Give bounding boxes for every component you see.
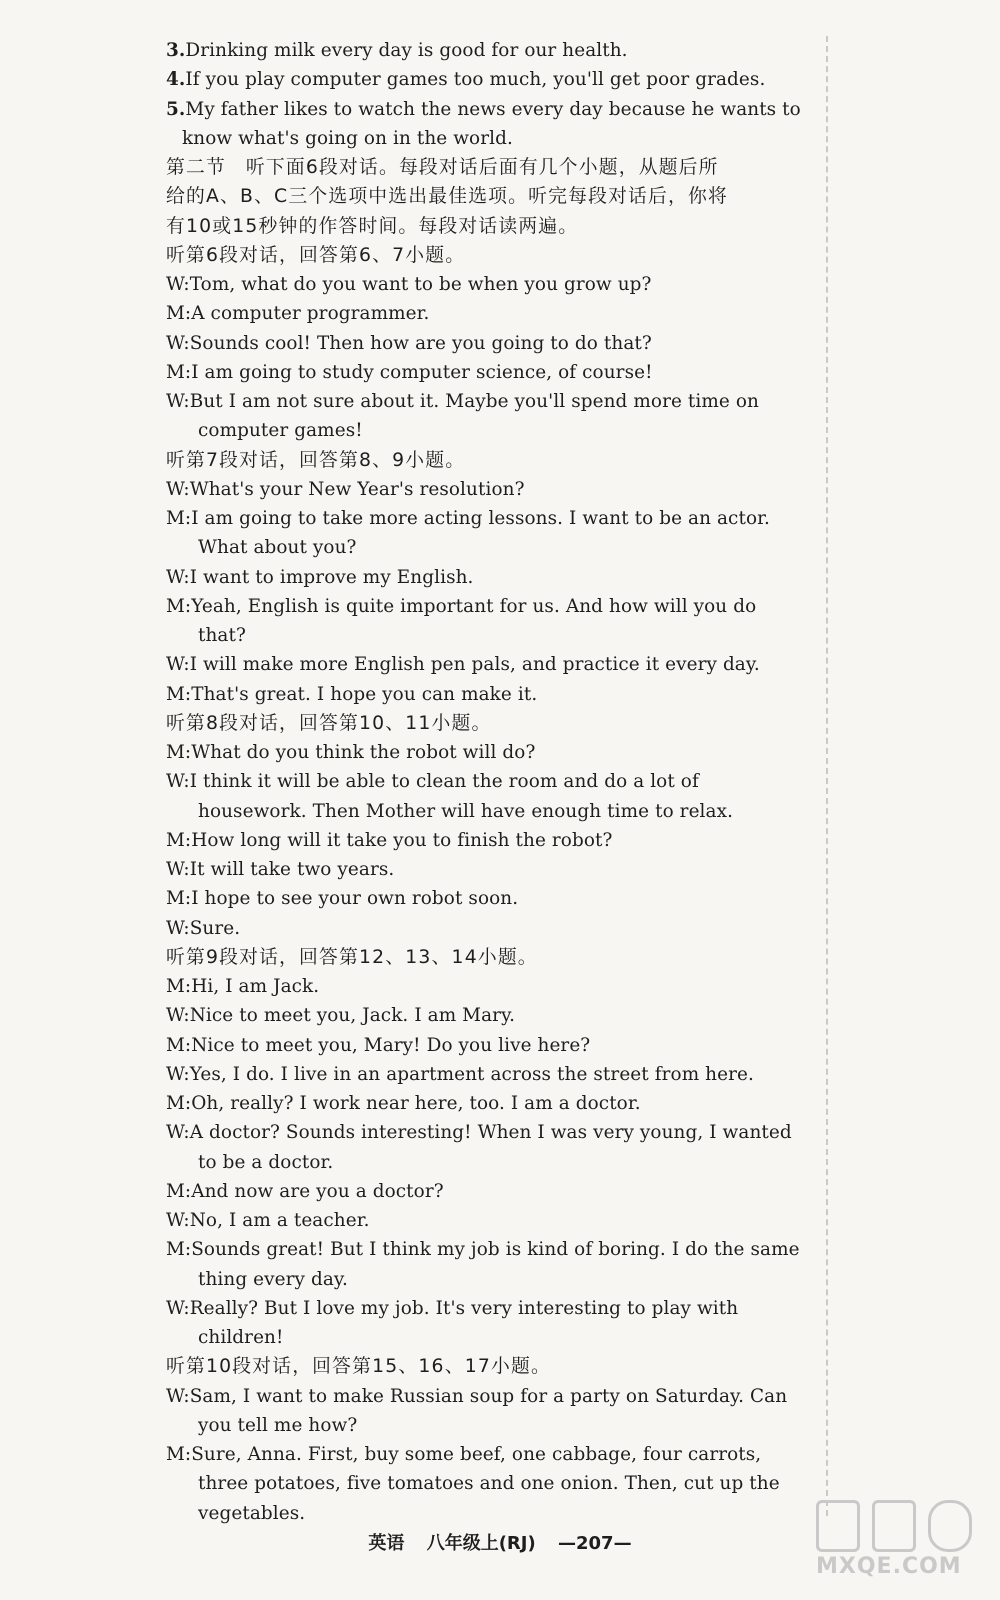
dialogue-block <box>166 241 798 446</box>
speaker-label: M: <box>166 508 192 529</box>
dialogue-line <box>166 914 798 943</box>
utterance-text: I will make more English pen pals, and practice it every day. <box>189 654 760 676</box>
speaker-label: W: <box>166 1385 190 1407</box>
footer-grade: 八年级上(RJ) <box>426 1533 536 1554</box>
utterance-text: That's great. I hope you can make it. <box>191 683 538 705</box>
dialogue-line <box>166 1177 798 1206</box>
footer-subject: 英语 <box>368 1533 405 1554</box>
speaker-label: M: <box>166 683 192 705</box>
sentence-number: 5. <box>166 98 186 120</box>
sentence-block <box>166 36 801 153</box>
speaker-label: W: <box>166 771 190 793</box>
utterance-text: I am going to take more acting lessons. I want to be an actor. <box>191 508 770 529</box>
utterance-text: Yeah, English is quite important for us. And how will you do <box>191 595 757 617</box>
dialogue-line <box>166 1235 798 1264</box>
section-heading-line: 第二节 听下面6段对话。每段对话后面有几个小题，从题后所 <box>166 157 719 178</box>
dialogue-continuation <box>166 533 798 562</box>
dialogue-line <box>166 563 798 592</box>
dialogue-line <box>166 358 798 387</box>
dialogue-line <box>166 1089 798 1118</box>
dialogue-line <box>166 270 798 299</box>
utterance-text: Sam, I want to make Russian soup for a party on Saturday. Can <box>189 1385 788 1407</box>
dialogue-continuation <box>166 1265 798 1294</box>
dialogue-line <box>166 1294 798 1323</box>
dialogue-continuation <box>166 1148 798 1177</box>
utterance-text: I am going to study computer science, of course! <box>191 361 653 383</box>
dialogue-heading: 听第9段对话，回答第12、13、14小题。 <box>166 946 538 968</box>
speaker-label: M: <box>166 976 192 997</box>
dialogue-heading: 听第7段对话，回答第8、9小题。 <box>166 449 466 471</box>
speaker-label: M: <box>166 1034 192 1056</box>
speaker-label: W: <box>166 1297 190 1319</box>
dialogue-block <box>166 446 798 709</box>
dialogue-line <box>166 1118 798 1147</box>
dialogue-line <box>166 504 798 533</box>
page-edge-shadow <box>826 36 842 1516</box>
dialogue-block <box>166 709 798 943</box>
utterance-text: children! <box>198 1327 284 1348</box>
utterance-text: Hi, I am Jack. <box>191 976 320 997</box>
utterance-text: you tell me how? <box>198 1414 358 1436</box>
dialogue-heading: 听第10段对话，回答第15、16、17小题。 <box>166 1356 551 1378</box>
sentence-continuation: know what's going on in the world. <box>182 127 513 149</box>
dialogue-continuation <box>166 416 798 445</box>
dialogue-line <box>166 1031 798 1060</box>
speaker-label: W: <box>166 274 190 295</box>
dialogue-line <box>166 475 798 504</box>
speaker-label: W: <box>166 1210 190 1231</box>
utterance-text: A doctor? Sounds interesting! When I was very young, I wanted <box>189 1122 792 1144</box>
dialogue-line <box>166 1382 798 1411</box>
speaker-label: W: <box>166 1122 190 1144</box>
dialogue-continuation <box>166 621 798 650</box>
utterance-text: Nice to meet you, Jack. I am Mary. <box>189 1005 516 1027</box>
sentence-line <box>166 65 798 94</box>
watermark-box-icon <box>816 1500 860 1552</box>
dialogue-block <box>166 1352 798 1528</box>
speaker-label: M: <box>166 1093 192 1114</box>
utterance-text: thing every day. <box>198 1268 348 1290</box>
utterance-text: How long will it take you to finish the robot? <box>191 829 613 851</box>
dialogue-heading: 听第8段对话，回答第10、11小题。 <box>166 712 492 734</box>
dialogue-continuation <box>166 1411 798 1440</box>
section-heading-line: 有10或15秒钟的作答时间。每段对话读两遍。 <box>166 215 579 237</box>
utterance-text: Sure. <box>189 917 241 939</box>
speaker-label: M: <box>166 742 192 763</box>
utterance-text: Sounds great! But I think my job is kind of boring. I do the same <box>191 1239 800 1261</box>
utterance-text: Tom, what do you want to be when you grow up? <box>189 274 652 295</box>
utterance-text: It will take two years. <box>189 859 395 880</box>
dialogue-line <box>166 855 798 884</box>
document-body <box>166 36 801 1528</box>
dialogue-continuation <box>166 1323 798 1352</box>
utterance-text: Sounds cool! Then how are you going to do that? <box>189 332 652 354</box>
speaker-label: M: <box>166 303 192 325</box>
watermark-logo <box>808 1500 988 1592</box>
dialogue-line <box>166 738 798 767</box>
utterance-text: What's your New Year's resolution? <box>189 478 525 500</box>
dialogue-line <box>166 826 798 855</box>
sentence-number: 3. <box>166 40 186 61</box>
utterance-text: I hope to see your own robot soon. <box>191 888 519 910</box>
dialogue-heading: 听第6段对话，回答第6、7小题。 <box>166 244 466 266</box>
sentence-text: Drinking milk every day is good for our health. <box>185 40 628 61</box>
speaker-label: M: <box>166 361 192 383</box>
sentence-text: If you play computer games too much, you'll get poor grades. <box>185 69 766 91</box>
dialogue-list <box>166 241 798 1528</box>
dialogue-line <box>166 1440 798 1469</box>
speaker-label: M: <box>166 1180 192 1202</box>
dialogue-continuation <box>166 1499 798 1528</box>
speaker-label: M: <box>166 1444 192 1465</box>
dialogue-block <box>166 943 798 1353</box>
speaker-label: M: <box>166 829 192 851</box>
utterance-text: housework. Then Mother will have enough time to relax. <box>198 800 734 822</box>
utterance-text: vegetables. <box>198 1502 306 1524</box>
speaker-label: M: <box>166 595 192 617</box>
utterance-text: Really? But I love my job. It's very interesting to play with <box>189 1297 739 1319</box>
dialogue-line <box>166 1206 798 1235</box>
speaker-label: W: <box>166 1005 190 1027</box>
section-heading <box>166 153 798 241</box>
sentence-number: 4. <box>166 69 186 91</box>
utterance-text: Nice to meet you, Mary! Do you live here? <box>191 1034 591 1056</box>
sentence-text: My father likes to watch the news every day because he wants to <box>185 98 801 120</box>
speaker-label: W: <box>166 917 190 939</box>
speaker-label: W: <box>166 332 190 354</box>
watermark-circle-icon <box>928 1500 972 1552</box>
utterance-text: computer games! <box>198 420 363 442</box>
sentence-line <box>166 36 798 65</box>
speaker-label: W: <box>166 859 190 880</box>
utterance-text: But I am not sure about it. Maybe you'll spend more time on <box>189 391 759 412</box>
utterance-text: I want to improve my English. <box>189 566 474 588</box>
dialogue-line <box>166 1060 798 1089</box>
utterance-text: What do you think the robot will do? <box>191 742 536 763</box>
dialogue-line <box>166 650 798 679</box>
utterance-text: Yes, I do. I live in an apartment across the street from here. <box>189 1063 754 1085</box>
dialogue-line <box>166 387 798 416</box>
sentence-line <box>166 95 801 124</box>
watermark-box-icon <box>872 1500 916 1552</box>
utterance-text: And now are you a doctor? <box>191 1180 444 1202</box>
dialogue-line <box>166 680 798 709</box>
speaker-label: W: <box>166 391 190 412</box>
dialogue-line <box>166 1001 798 1030</box>
dialogue-continuation <box>166 797 798 826</box>
utterance-text: that? <box>198 625 246 646</box>
dialogue-continuation <box>166 1469 798 1498</box>
speaker-label: W: <box>166 566 190 588</box>
utterance-text: Sure, Anna. First, buy some beef, one cabbage, four carrots, <box>191 1444 762 1465</box>
utterance-text: What about you? <box>198 537 357 559</box>
speaker-label: W: <box>166 654 190 676</box>
dialogue-line <box>166 299 798 328</box>
utterance-text: three potatoes, five tomatoes and one onion. Then, cut up the <box>198 1473 780 1495</box>
speaker-label: M: <box>166 888 192 910</box>
dialogue-line <box>166 329 798 358</box>
section-heading-line: 给的A、B、C三个选项中选出最佳选项。听完每段对话后，你将 <box>166 186 728 208</box>
speaker-label: W: <box>166 478 190 500</box>
speaker-label: M: <box>166 1239 192 1261</box>
dialogue-line <box>166 767 798 796</box>
footer-page-number: —207— <box>558 1533 632 1554</box>
dialogue-line <box>166 972 798 1001</box>
speaker-label: W: <box>166 1063 190 1085</box>
dialogue-line <box>166 592 798 621</box>
utterance-text: I think it will be able to clean the room and do a lot of <box>189 771 699 793</box>
utterance-text: No, I am a teacher. <box>189 1210 370 1231</box>
dialogue-line <box>166 884 798 913</box>
watermark-text: MXQE.COM <box>816 1554 962 1579</box>
utterance-text: A computer programmer. <box>191 303 430 325</box>
utterance-text: to be a doctor. <box>198 1151 334 1173</box>
utterance-text: Oh, really? I work near here, too. I am a doctor. <box>191 1093 641 1114</box>
